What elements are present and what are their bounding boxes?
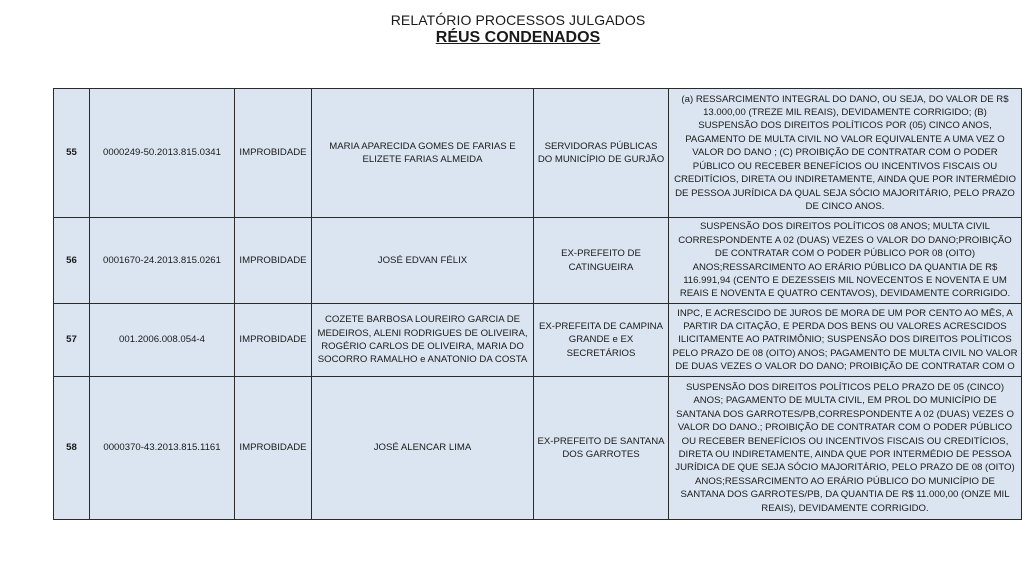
defendant-role: EX-PREFEITO DE CATINGUEIRA bbox=[534, 218, 669, 304]
convictions-table bbox=[53, 88, 1022, 520]
defendant-role: EX-PREFEITO DE SANTANA DOS GARROTES bbox=[534, 377, 669, 520]
sentence-decision bbox=[669, 89, 1022, 218]
defendant-role: SERVIDORAS PÚBLICAS DO MUNICÍPIO DE GURJÃO bbox=[534, 89, 669, 218]
sentence-decision bbox=[669, 218, 1022, 304]
process-number: 0000370-43.2013.815.1161 bbox=[90, 377, 235, 520]
sentence-text: INPC, E ACRESCIDO DE JUROS DE MORA DE UM POR CENTO AO MÊS, A PARTIR DA CITAÇÃO, E PERDA DOS BENS OU VALORES ACRESCIDOS ILICITAMENTE AO PATRIMÔNIO; SUSPENSÃO DOS DIREITOS POLÍTICOS PELO PRAZO DE 08 (OITO) ANOS; PAGAMENTO DE MULTA CIVIL NO VALOR DE DUAS VEZES O VALOR DO DANO; PROIBIÇÃO DE CONTRATAR COM O bbox=[672, 307, 1018, 373]
defendants: MARIA APARECIDA GOMES DE FARIAS E ELIZETE FARIAS ALMEIDA bbox=[312, 89, 534, 218]
row-number: 55 bbox=[54, 89, 90, 218]
defendants: JOSÉ ALENCAR LIMA bbox=[312, 377, 534, 520]
sentence-text: (a) RESSARCIMENTO INTEGRAL DO DANO, OU SEJA, DO VALOR DE R$ 13.000,00 (TREZE MIL REAIS), DEVIDAMENTE CORRIGIDO; (B) SUSPENSÃO DOS DIREITOS POLÍTICOS POR (05) CINCO ANOS, PAGAMENTO DE MULTA CIVIL NO VALOR EQUIVALENTE A UMA VEZ O VALOR DO DANO ; (C) PROIBIÇÃO DE CONTRATAR COM O PODER PÚBLICO OU RECEBER BENEFÍCIOS OU INCENTIVOS FISCAIS OU CREDITÍCIOS, DIRETA OU INDIRETAMENTE, AINDA QUE POR INTERMÉDIO DE PESSOA JURÍDICA DA QUAL SEJA SÓCIO MAJORITÁRIO, PELO PRAZO DE CINCO ANOS. bbox=[674, 93, 1016, 212]
row-number: 58 bbox=[54, 377, 90, 520]
report-title: RELATÓRIO PROCESSOS JULGADOS bbox=[390, 12, 646, 28]
sentence-decision bbox=[669, 377, 1022, 520]
case-type: IMPROBIDADE bbox=[235, 218, 312, 304]
defendants: JOSÉ EDVAN FÉLIX bbox=[312, 218, 534, 304]
table-row bbox=[54, 89, 1022, 218]
table-row bbox=[54, 377, 1022, 520]
report-subtitle: RÉUS CONDENADOS bbox=[435, 29, 601, 46]
process-number: 0000249-50.2013.815.0341 bbox=[90, 89, 235, 218]
case-type: IMPROBIDADE bbox=[235, 377, 312, 520]
table-row bbox=[54, 218, 1022, 304]
table-row bbox=[54, 304, 1022, 377]
sentence-text: SUSPENSÃO DOS DIREITOS POLÍTICOS 08 ANOS; MULTA CIVIL CORRESPONDENTE A 02 (DUAS) VEZES O VALOR DO DANO;PROIBIÇÃO DE CONTRATAR COM O PODER PÚBLICO POR 08 (OITO) ANOS;RESSARCIMENTO AO ERÁRIO PÚBLICO DA QUANTIA DE R$ 116.991,94 (CENTO E DEZESSEIS MIL NOVECENTOS E NOVENTA E UM REAIS E NOVENTA E QUATRO CENTAVOS), DEVIDAMENTE CORRIGIDO. bbox=[678, 221, 1012, 300]
defendant-role: EX-PREFEITA DE CAMPINA GRANDE e EX SECRETÁRIOS bbox=[534, 304, 669, 377]
case-type: IMPROBIDADE bbox=[235, 89, 312, 218]
case-type: IMPROBIDADE bbox=[235, 304, 312, 377]
process-number: 001.2006.008.054-4 bbox=[90, 304, 235, 377]
defendants: COZETE BARBOSA LOUREIRO GARCIA DE MEDEIROS, ALENI RODRIGUES DE OLIVEIRA, ROGÉRIO CARLOS DE OLIVEIRA, MARIA DO SOCORRO RAMALHO e ANATONIO DA COSTA bbox=[312, 304, 534, 377]
sentence-decision bbox=[669, 304, 1022, 377]
process-number: 0001670-24.2013.815.0261 bbox=[90, 218, 235, 304]
row-number: 56 bbox=[54, 218, 90, 304]
row-number: 57 bbox=[54, 304, 90, 377]
sentence-text: SUSPENSÃO DOS DIREITOS POLÍTICOS PELO PRAZO DE 05 (CINCO) ANOS; PAGAMENTO DE MULTA CIVIL, EM PROL DO MUNICÍPIO DE SANTANA DOS GARROTES/PB,CORRESPONDENTE A 02 (DUAS) VEZES O VALOR DO DANO.; PROIBIÇÃO DE CONTRATAR COM O PODER PÚBLICO OU RECEBER BENEFÍCIOS OU INCENTIVOS FISCAIS OU CREDITÍCIOS, DIRETA OU INDIRETAMENTE, AINDA QUE POR INTERMÉDIO DE PESSOA JURÍDICA DE QUE SEJA SÓCIO MAJORITÁRIO, PELO PRAZO DE 08 (OITO) ANOS;RESSARCIMENTO AO ERÁRIO PÚBLICO DO MUNICÍPIO DE SANTANA DOS GARROTES/PB, DA QUANTIA DE R$ 11.000,00 (ONZE MIL REAIS), DEVIDAMENTE CORRIGIDO. bbox=[675, 381, 1015, 514]
